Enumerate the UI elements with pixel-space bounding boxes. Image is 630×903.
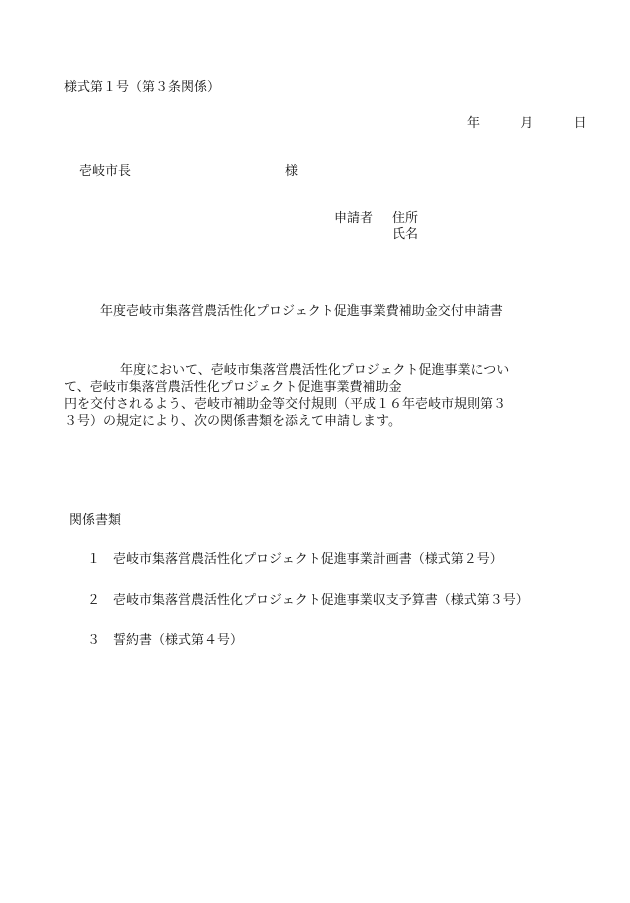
applicant-address-label: 住所 (392, 211, 419, 226)
date-month-label: 月 (520, 116, 534, 131)
addressee-name: 壱岐市長 (79, 164, 132, 179)
attachment-number: １ (87, 552, 101, 567)
document-title: 年度壱岐市集落営農活性化プロジェクト促進事業費補助金交付申請書 (100, 304, 503, 319)
form-number: 様式第１号（第３条関係） (64, 80, 221, 95)
attachments-heading: 関係書類 (69, 513, 122, 528)
attachment-number: ２ (87, 593, 101, 608)
date-day-label: 日 (573, 116, 587, 131)
attachment-number: ３ (87, 633, 101, 648)
date-line (467, 115, 587, 133)
addressee-honorific: 様 (285, 164, 299, 179)
attachment-item: 誓約書（様式第４号） (113, 633, 244, 648)
date-year-label: 年 (467, 116, 481, 131)
attachment-item: 壱岐市集落営農活性化プロジェクト促進事業収支予算書（様式第３号） (113, 593, 529, 608)
attachment-item: 壱岐市集落営農活性化プロジェクト促進事業計画書（様式第２号） (113, 552, 503, 567)
body-line: 円を交付されるよう、壱岐市補助金等交付規則（平成１６年壱岐市規則第３ (64, 397, 507, 412)
application-body (64, 362, 574, 430)
applicant-name-label: 氏名 (392, 227, 419, 242)
body-line: ３号）の規定により、次の関係書類を添えて申請します。 (64, 414, 401, 429)
applicant-label: 申請者 (334, 211, 374, 226)
body-line: て、壱岐市集落営農活性化プロジェクト促進事業費補助金 (64, 380, 402, 395)
body-line: 年度において、壱岐市集落営農活性化プロジェクト促進事業につい (120, 363, 510, 378)
